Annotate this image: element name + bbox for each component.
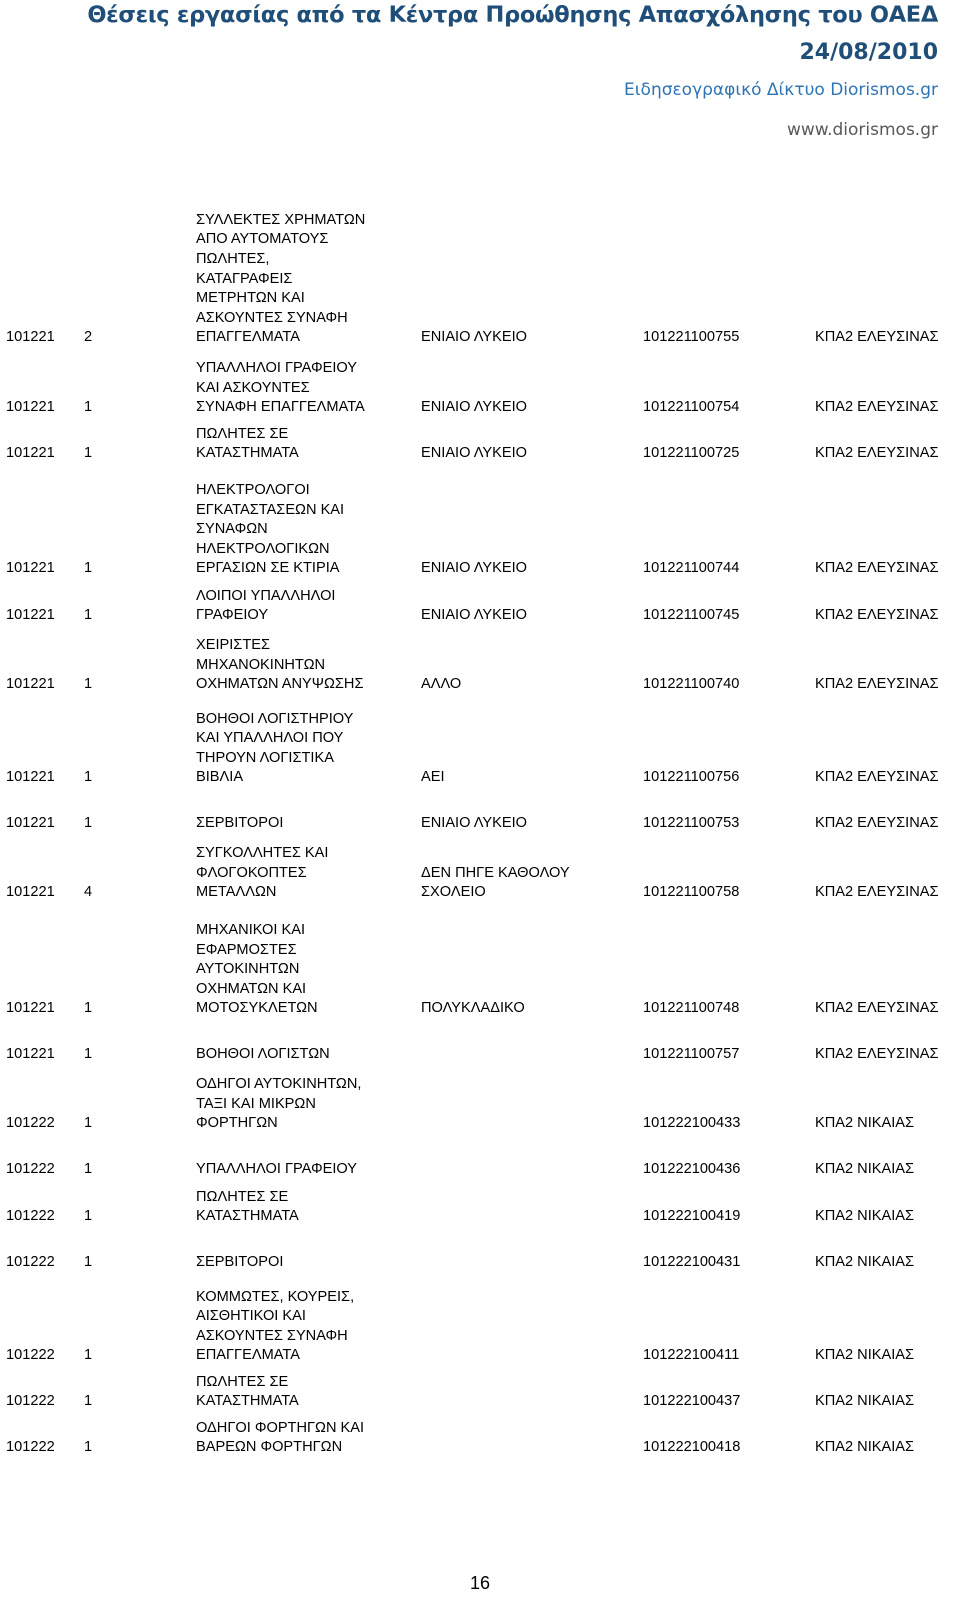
employment-office: ΚΠΑ2 ΕΛΕΥΣΙΝΑΣ: [815, 769, 939, 786]
job-title: ΚΟΜΜΩΤΕΣ, ΚΟΥΡΕΙΣ, ΑΙΣΘΗΤΙΚΟΙ ΚΑΙ ΑΣΚΟΥΝΤΕΣ ΣΥΝΑΦΗ ΕΠΑΓΓΕΛΜΑΤΑ: [196, 1288, 355, 1364]
job-title: ΥΠΑΛΛΗΛΟΙ ΓΡΑΦΕΙΟΥ ΚΑΙ ΑΣΚΟΥΝΤΕΣ ΣΥΝΑΦΗ ΕΠΑΓΓΕΛΜΑΤΑ: [196, 360, 365, 416]
positions-count: 1: [84, 1439, 93, 1456]
employment-office: ΚΠΑ2 ΝΙΚΑΙΑΣ: [815, 1347, 915, 1364]
education-level: ΕΝΙΑΙΟ ΛΥΚΕΙΟ: [421, 560, 527, 577]
employment-office: ΚΠΑ2 ΝΙΚΑΙΑΣ: [815, 1161, 915, 1178]
document-title: Θέσεις εργασίας από τα Κέντρα Προώθησης Απασχόλησης του ΟΑΕΔ: [87, 2, 938, 28]
job-id: 101221100725: [643, 445, 740, 462]
job-title: ΣΕΡΒΙΤΟΡΟΙ: [196, 815, 284, 832]
job-id: 101222100411: [643, 1347, 740, 1364]
positions-count: 4: [84, 884, 93, 901]
employment-office: ΚΠΑ2 ΕΛΕΥΣΙΝΑΣ: [815, 399, 939, 416]
job-title: ΥΠΑΛΛΗΛΟΙ ΓΡΑΦΕΙΟΥ: [196, 1161, 357, 1178]
job-id: 101221100755: [643, 329, 740, 346]
job-code: 101222: [6, 1115, 55, 1132]
employment-office: ΚΠΑ2 ΕΛΕΥΣΙΝΑΣ: [815, 884, 939, 901]
positions-count: 1: [84, 1115, 93, 1132]
job-id: 101221100754: [643, 399, 740, 416]
job-title: ΒΟΗΘΟΙ ΛΟΓΙΣΤΗΡΙΟΥ ΚΑΙ ΥΠΑΛΛΗΛΟΙ ΠΟΥ ΤΗΡΟΥΝ ΛΟΓΙΣΤΙΚΑ ΒΙΒΛΙΑ: [196, 710, 354, 786]
employment-office: ΚΠΑ2 ΝΙΚΑΙΑΣ: [815, 1115, 915, 1132]
job-code: 101221: [6, 329, 55, 346]
employment-office: ΚΠΑ2 ΝΙΚΑΙΑΣ: [815, 1208, 915, 1225]
positions-count: 1: [84, 1254, 93, 1271]
job-id: 101222100437: [643, 1393, 741, 1410]
job-title: ΧΕΙΡΙΣΤΕΣ ΜΗΧΑΝΟΚΙΝΗΤΩΝ ΟΧΗΜΑΤΩΝ ΑΝΥΨΩΣΗΣ: [196, 637, 364, 693]
job-code: 101221: [6, 445, 55, 462]
job-id: 101221100756: [643, 769, 740, 786]
job-code: 101221: [6, 676, 55, 693]
job-title: ΟΔΗΓΟΙ ΦΟΡΤΗΓΩΝ ΚΑΙ ΒΑΡΕΩΝ ΦΟΡΤΗΓΩΝ: [196, 1419, 365, 1456]
job-code: 101221: [6, 1046, 55, 1063]
positions-count: 1: [84, 1347, 93, 1364]
website-url[interactable]: www.diorismos.gr: [786, 120, 938, 140]
job-code: 101221: [6, 399, 55, 416]
education-level: ΠΟΛΥΚΛΑΔΙΚΟ: [421, 1000, 525, 1017]
positions-count: 1: [84, 560, 93, 577]
education-level: ΕΝΙΑΙΟ ΛΥΚΕΙΟ: [421, 399, 527, 416]
positions-count: 1: [84, 607, 93, 624]
education-level: ΕΝΙΑΙΟ ΛΥΚΕΙΟ: [421, 815, 527, 832]
job-code: 101221: [6, 607, 55, 624]
positions-count: 1: [84, 399, 93, 416]
positions-count: 1: [84, 1393, 93, 1410]
job-id: 101222100433: [643, 1115, 741, 1132]
job-title: ΒΟΗΘΟΙ ΛΟΓΙΣΤΩΝ: [196, 1046, 330, 1063]
education-level: ΔΕΝ ΠΗΓΕ ΚΑΘΟΛΟΥ ΣΧΟΛΕΙΟ: [421, 864, 570, 901]
job-id: 101221100757: [643, 1046, 740, 1063]
job-title: ΣΥΛΛΕΚΤΕΣ ΧΡΗΜΑΤΩΝ ΑΠΟ ΑΥΤΟΜΑΤΟΥΣ ΠΩΛΗΤΕΣ, ΚΑΤΑΓΡΑΦΕΙΣ ΜΕΤΡΗΤΩΝ ΚΑΙ ΑΣΚΟΥΝΤΕΣ ΣΥΝΑΦΗ ΕΠΑΓΓΕΛΜΑΤΑ: [196, 211, 366, 346]
employment-office: ΚΠΑ2 ΕΛΕΥΣΙΝΑΣ: [815, 676, 939, 693]
positions-count: 1: [84, 1000, 93, 1017]
job-code: 101222: [6, 1161, 55, 1178]
job-id: 101222100431: [643, 1254, 741, 1271]
job-id: 101221100745: [643, 607, 740, 624]
positions-count: 1: [84, 769, 93, 786]
positions-count: 1: [84, 445, 93, 462]
positions-count: 1: [84, 815, 93, 832]
job-id: 101222100436: [643, 1161, 741, 1178]
job-title: ΠΩΛΗΤΕΣ ΣΕ ΚΑΤΑΣΤΗΜΑΤΑ: [196, 1188, 299, 1225]
job-id: 101221100744: [643, 560, 740, 577]
employment-office: ΚΠΑ2 ΕΛΕΥΣΙΝΑΣ: [815, 560, 939, 577]
job-id: 101222100419: [643, 1208, 741, 1225]
employment-office: ΚΠΑ2 ΕΛΕΥΣΙΝΑΣ: [815, 1000, 939, 1017]
job-id: 101221100753: [643, 815, 740, 832]
job-title: ΠΩΛΗΤΕΣ ΣΕ ΚΑΤΑΣΤΗΜΑΤΑ: [196, 1373, 299, 1410]
page-number: 16: [469, 1573, 491, 1593]
positions-count: 1: [84, 1161, 93, 1178]
employment-office: ΚΠΑ2 ΝΙΚΑΙΑΣ: [815, 1393, 915, 1410]
job-id: 101221100758: [643, 884, 740, 901]
employment-office: ΚΠΑ2 ΕΛΕΥΣΙΝΑΣ: [815, 607, 939, 624]
job-title: ΠΩΛΗΤΕΣ ΣΕ ΚΑΤΑΣΤΗΜΑΤΑ: [196, 425, 299, 462]
job-code: 101222: [6, 1208, 55, 1225]
job-title: ΣΕΡΒΙΤΟΡΟΙ: [196, 1254, 284, 1271]
job-code: 101221: [6, 560, 55, 577]
positions-count: 1: [84, 676, 93, 693]
job-code: 101222: [6, 1439, 55, 1456]
education-level: ΑΛΛΟ: [421, 676, 462, 693]
positions-count: 2: [84, 329, 93, 346]
job-code: 101222: [6, 1393, 55, 1410]
job-title: ΗΛΕΚΤΡΟΛΟΓΟΙ ΕΓΚΑΤΑΣΤΑΣΕΩΝ ΚΑΙ ΣΥΝΑΦΩΝ ΗΛΕΚΤΡΟΛΟΓΙΚΩΝ ΕΡΓΑΣΙΩΝ ΣΕ ΚΤΙΡΙΑ: [196, 482, 345, 577]
education-level: ΕΝΙΑΙΟ ΛΥΚΕΙΟ: [421, 445, 527, 462]
job-code: 101221: [6, 1000, 55, 1017]
job-code: 101222: [6, 1347, 55, 1364]
employment-office: ΚΠΑ2 ΕΛΕΥΣΙΝΑΣ: [815, 445, 939, 462]
job-id: 101222100418: [643, 1439, 741, 1456]
job-code: 101221: [6, 884, 55, 901]
job-title: ΟΔΗΓΟΙ ΑΥΤΟΚΙΝΗΤΩΝ, ΤΑΞΙ ΚΑΙ ΜΙΚΡΩΝ ΦΟΡΤΗΓΩΝ: [196, 1076, 362, 1132]
job-title: ΣΥΓΚΟΛΛΗΤΕΣ ΚΑΙ ΦΛΟΓΟΚΟΠΤΕΣ ΜΕΤΑΛΛΩΝ: [196, 845, 329, 901]
employment-office: ΚΠΑ2 ΕΛΕΥΣΙΝΑΣ: [815, 329, 939, 346]
employment-office: ΚΠΑ2 ΕΛΕΥΣΙΝΑΣ: [815, 1046, 939, 1063]
employment-office: ΚΠΑ2 ΝΙΚΑΙΑΣ: [815, 1254, 915, 1271]
job-id: 101221100748: [643, 1000, 740, 1017]
job-title: ΛΟΙΠΟΙ ΥΠΑΛΛΗΛΟΙ ΓΡΑΦΕΙΟΥ: [196, 587, 336, 624]
document-date: 24/08/2010: [799, 40, 938, 65]
education-level: ΕΝΙΑΙΟ ΛΥΚΕΙΟ: [421, 607, 527, 624]
job-code: 101221: [6, 815, 55, 832]
job-title: ΜΗΧΑΝΙΚΟΙ ΚΑΙ ΕΦΑΡΜΟΣΤΕΣ ΑΥΤΟΚΙΝΗΤΩΝ ΟΧΗΜΑΤΩΝ ΚΑΙ ΜΟΤΟΣΥΚΛΕΤΩΝ: [196, 922, 318, 1017]
education-level: ΕΝΙΑΙΟ ΛΥΚΕΙΟ: [421, 329, 527, 346]
positions-count: 1: [84, 1208, 93, 1225]
job-id: 101221100740: [643, 676, 740, 693]
job-code: 101222: [6, 1254, 55, 1271]
education-level: ΑΕΙ: [421, 769, 445, 786]
employment-office: ΚΠΑ2 ΝΙΚΑΙΑΣ: [815, 1439, 915, 1456]
employment-office: ΚΠΑ2 ΕΛΕΥΣΙΝΑΣ: [815, 815, 939, 832]
positions-count: 1: [84, 1046, 93, 1063]
job-code: 101221: [6, 769, 55, 786]
news-network-name: Ειδησεογραφικό Δίκτυο Diorismos.gr: [624, 80, 938, 100]
